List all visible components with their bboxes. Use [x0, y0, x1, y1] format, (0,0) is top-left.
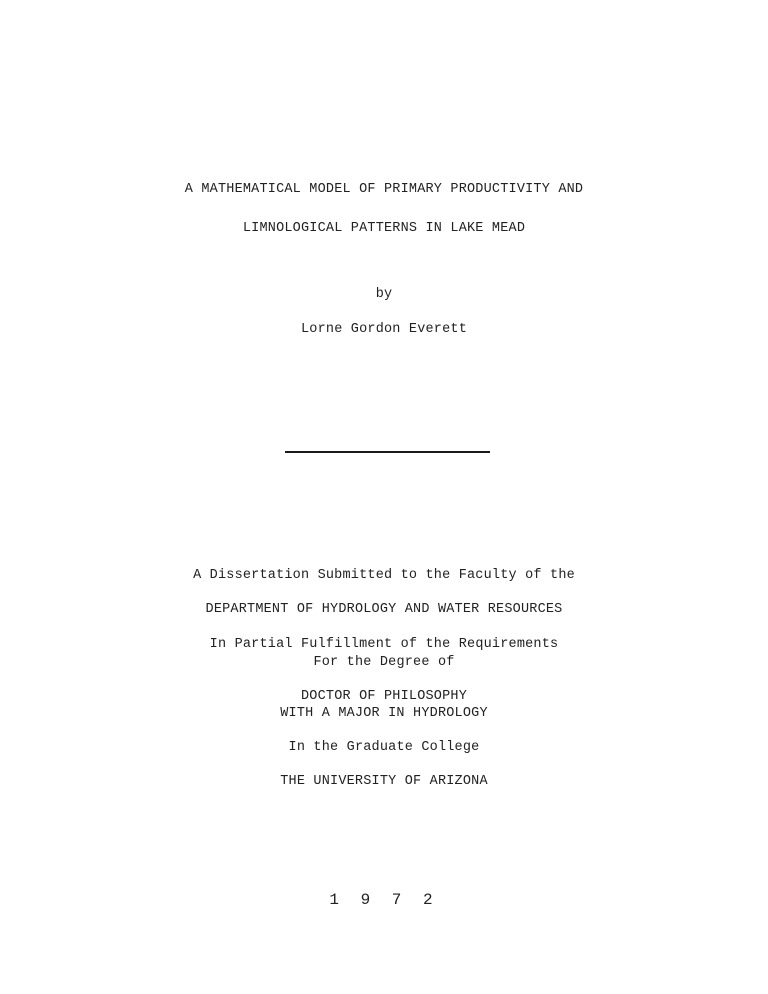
author-name: Lorne Gordon Everett: [300, 322, 468, 337]
year: 1 9 7 2: [329, 891, 439, 909]
degree-name: DOCTOR OF PHILOSOPHY: [300, 689, 468, 704]
dissertation-statement: A Dissertation Submitted to the Faculty of the: [193, 568, 575, 583]
degree-for: For the Degree of: [313, 655, 455, 670]
title-line-1: A MATHEMATICAL MODEL OF PRIMARY PRODUCTIVITY AND: [184, 182, 584, 197]
department-name: DEPARTMENT OF HYDROLOGY AND WATER RESOURCES: [205, 602, 563, 617]
university-name: THE UNIVERSITY OF ARIZONA: [280, 774, 488, 789]
by-label: by: [375, 287, 393, 302]
major-name: WITH A MAJOR IN HYDROLOGY: [280, 706, 488, 721]
separator-rule: [285, 451, 490, 453]
fulfillment-statement: In Partial Fulfillment of the Requirements: [209, 637, 559, 652]
graduate-college: In the Graduate College: [288, 740, 480, 755]
title-line-2: LIMNOLOGICAL PATTERNS IN LAKE MEAD: [242, 221, 526, 236]
